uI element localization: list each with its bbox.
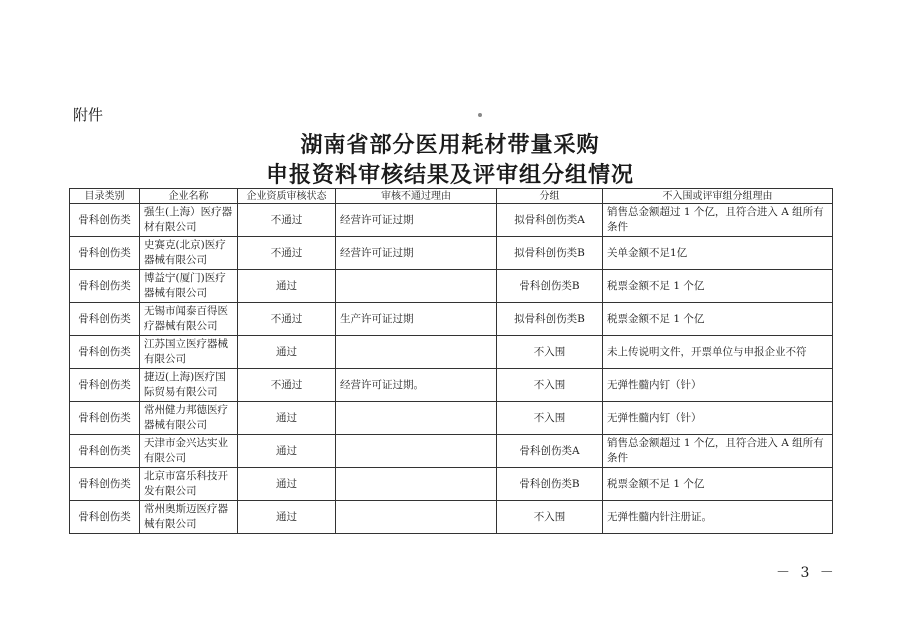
cell-reason: 经营许可证过期 bbox=[336, 204, 497, 237]
cell-company: 强生(上海）医疗器材有限公司 bbox=[140, 204, 238, 237]
cell-group: 骨科创伤类B bbox=[497, 270, 603, 303]
cell-company: 史赛克(北京)医疗器械有限公司 bbox=[140, 237, 238, 270]
cell-company: 无锡市闻泰百得医疗器械有限公司 bbox=[140, 303, 238, 336]
cell-group: 不入围 bbox=[497, 336, 603, 369]
header-qualification-status: 企业资质审核状态 bbox=[238, 189, 336, 204]
cell-status: 通过 bbox=[238, 336, 336, 369]
cell-group-reason: 无弹性髓内钉（针） bbox=[603, 402, 833, 435]
cell-status: 通过 bbox=[238, 402, 336, 435]
cell-reason bbox=[336, 270, 497, 303]
header-company-name: 企业名称 bbox=[140, 189, 238, 204]
cell-status: 通过 bbox=[238, 468, 336, 501]
cell-reason bbox=[336, 468, 497, 501]
table-row bbox=[70, 501, 833, 534]
cell-group: 拟骨科创伤类B bbox=[497, 237, 603, 270]
table-row bbox=[70, 204, 833, 237]
cell-company: 北京市富乐科技开发有限公司 bbox=[140, 468, 238, 501]
cell-category: 骨科创伤类 bbox=[70, 402, 140, 435]
cell-status: 不通过 bbox=[238, 237, 336, 270]
cell-category: 骨科创伤类 bbox=[70, 435, 140, 468]
cell-status: 通过 bbox=[238, 435, 336, 468]
table-header-row bbox=[70, 189, 833, 204]
cell-group-reason: 税票金额不足 1 个亿 bbox=[603, 303, 833, 336]
header-catalog-category: 目录类别 bbox=[70, 189, 140, 204]
cell-company: 天津市金兴达实业有限公司 bbox=[140, 435, 238, 468]
header-rejection-reason: 审核不通过理由 bbox=[336, 189, 497, 204]
cell-company: 常州奥斯迈医疗器械有限公司 bbox=[140, 501, 238, 534]
cell-group-reason: 未上传说明文件，开票单位与申报企业不符 bbox=[603, 336, 833, 369]
cell-group: 不入围 bbox=[497, 402, 603, 435]
header-group: 分组 bbox=[497, 189, 603, 204]
cell-category: 骨科创伤类 bbox=[70, 468, 140, 501]
cell-company: 常州健力邦德医疗器械有限公司 bbox=[140, 402, 238, 435]
cell-group-reason: 关单金额不足1亿 bbox=[603, 237, 833, 270]
cell-group-reason: 无弹性髓内针注册证。 bbox=[603, 501, 833, 534]
cell-category: 骨科创伤类 bbox=[70, 369, 140, 402]
header-group-reason: 不入围或评审组分组理由 bbox=[603, 189, 833, 204]
cell-category: 骨科创伤类 bbox=[70, 501, 140, 534]
table-row bbox=[70, 336, 833, 369]
cell-group-reason: 税票金额不足 1 个亿 bbox=[603, 468, 833, 501]
cell-group-reason: 销售总金额超过 1 个亿，且符合进入 A 组所有条件 bbox=[603, 204, 833, 237]
cell-group: 拟骨科创伤类A bbox=[497, 204, 603, 237]
cell-reason: 经营许可证过期 bbox=[336, 237, 497, 270]
cell-category: 骨科创伤类 bbox=[70, 204, 140, 237]
scan-speck bbox=[478, 113, 482, 117]
table-row bbox=[70, 369, 833, 402]
review-results-table bbox=[69, 188, 833, 534]
cell-category: 骨科创伤类 bbox=[70, 336, 140, 369]
cell-group: 不入围 bbox=[497, 501, 603, 534]
document-title-line2: 申报资料审核结果及评审组分组情况 bbox=[265, 163, 634, 188]
table-row bbox=[70, 270, 833, 303]
table-row bbox=[70, 237, 833, 270]
cell-status: 不通过 bbox=[238, 369, 336, 402]
cell-company: 江苏国立医疗器械有限公司 bbox=[140, 336, 238, 369]
table-row bbox=[70, 435, 833, 468]
table-row bbox=[70, 468, 833, 501]
cell-status: 不通过 bbox=[238, 303, 336, 336]
cell-group-reason: 无弹性髓内钉（针） bbox=[603, 369, 833, 402]
cell-status: 通过 bbox=[238, 501, 336, 534]
cell-category: 骨科创伤类 bbox=[70, 303, 140, 336]
cell-reason bbox=[336, 336, 497, 369]
page-number: － 3 － bbox=[776, 565, 837, 581]
cell-company: 博益宁(厦门)医疗器械有限公司 bbox=[140, 270, 238, 303]
cell-company: 捷迈(上海)医疗国际贸易有限公司 bbox=[140, 369, 238, 402]
cell-category: 骨科创伤类 bbox=[70, 270, 140, 303]
cell-group-reason: 税票金额不足 1 个亿 bbox=[603, 270, 833, 303]
cell-reason: 生产许可证过期 bbox=[336, 303, 497, 336]
cell-reason: 经营许可证过期。 bbox=[336, 369, 497, 402]
cell-category: 骨科创伤类 bbox=[70, 237, 140, 270]
cell-reason bbox=[336, 501, 497, 534]
cell-reason bbox=[336, 435, 497, 468]
cell-group: 不入围 bbox=[497, 369, 603, 402]
table-row bbox=[70, 402, 833, 435]
cell-group: 骨科创伤类B bbox=[497, 468, 603, 501]
cell-group: 骨科创伤类A bbox=[497, 435, 603, 468]
cell-group-reason: 销售总金额超过 1 个亿，且符合进入 A 组所有条件 bbox=[603, 435, 833, 468]
attachment-label: 附件 bbox=[73, 106, 104, 124]
cell-reason bbox=[336, 402, 497, 435]
cell-status: 通过 bbox=[238, 270, 336, 303]
document-title-line1: 湖南省部分医用耗材带量采购 bbox=[300, 133, 600, 158]
cell-status: 不通过 bbox=[238, 204, 336, 237]
cell-group: 拟骨科创伤类B bbox=[497, 303, 603, 336]
table-row bbox=[70, 303, 833, 336]
